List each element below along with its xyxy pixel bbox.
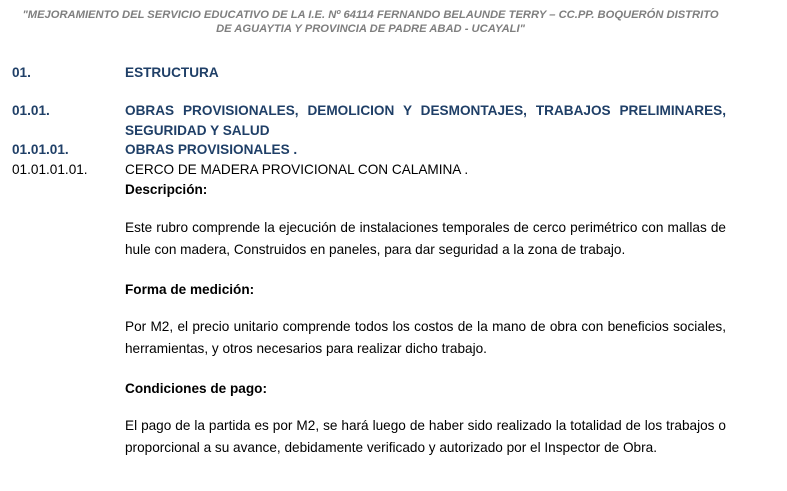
- descripcion-heading: Descripción:: [125, 182, 208, 197]
- pago-paragraph: El pago de la partida es por M2, se hará luego de haber sido realizado la totalidad de los trabajos o proporcional a su avance, debidamente verificado y autorizado por el Inspector de Obra.: [125, 418, 726, 456]
- section-number: 01.01.01.01.: [12, 162, 88, 177]
- section-number: 01.01.: [12, 103, 50, 118]
- document-header: [14, 8, 727, 36]
- section-number: 01.: [12, 65, 31, 80]
- medicion-paragraph: Por M2, el precio unitario comprende todos los costos de la mano de obra con beneficios sociales, herramientas, y otros necesarios para realizar dicho trabajo.: [125, 319, 726, 357]
- section-title: OBRAS PROVISIONALES, DEMOLICION Y DESMONTAJES, TRABAJOS PRELIMINARES, SEGURIDAD Y SALUD: [125, 103, 726, 138]
- section-title: ESTRUCTURA: [125, 65, 219, 80]
- pago-heading: Condiciones de pago:: [125, 381, 267, 396]
- header-line-2: DE AGUAYTIA Y PROVINCIA DE PADRE ABAD - UCAYALI": [216, 23, 525, 35]
- section-number: 01.01.01.: [12, 142, 69, 157]
- medicion-heading: Forma de medición:: [125, 282, 255, 297]
- section-title: OBRAS PROVISIONALES .: [125, 142, 298, 157]
- header-line-1: "MEJORAMIENTO DEL SERVICIO EDUCATIVO DE LA I.E. Nº 64114 FERNANDO BELAUNDE TERRY – CC.PP. BOQUERÓN DISTRITO: [22, 9, 719, 21]
- section-title: CERCO DE MADERA PROVICIONAL CON CALAMINA .: [125, 162, 469, 177]
- descripcion-paragraph: Este rubro comprende la ejecución de instalaciones temporales de cerco perimétrico con mallas de hule con madera, Construidos en paneles, para dar seguridad a la zona de trabajo.: [125, 220, 726, 258]
